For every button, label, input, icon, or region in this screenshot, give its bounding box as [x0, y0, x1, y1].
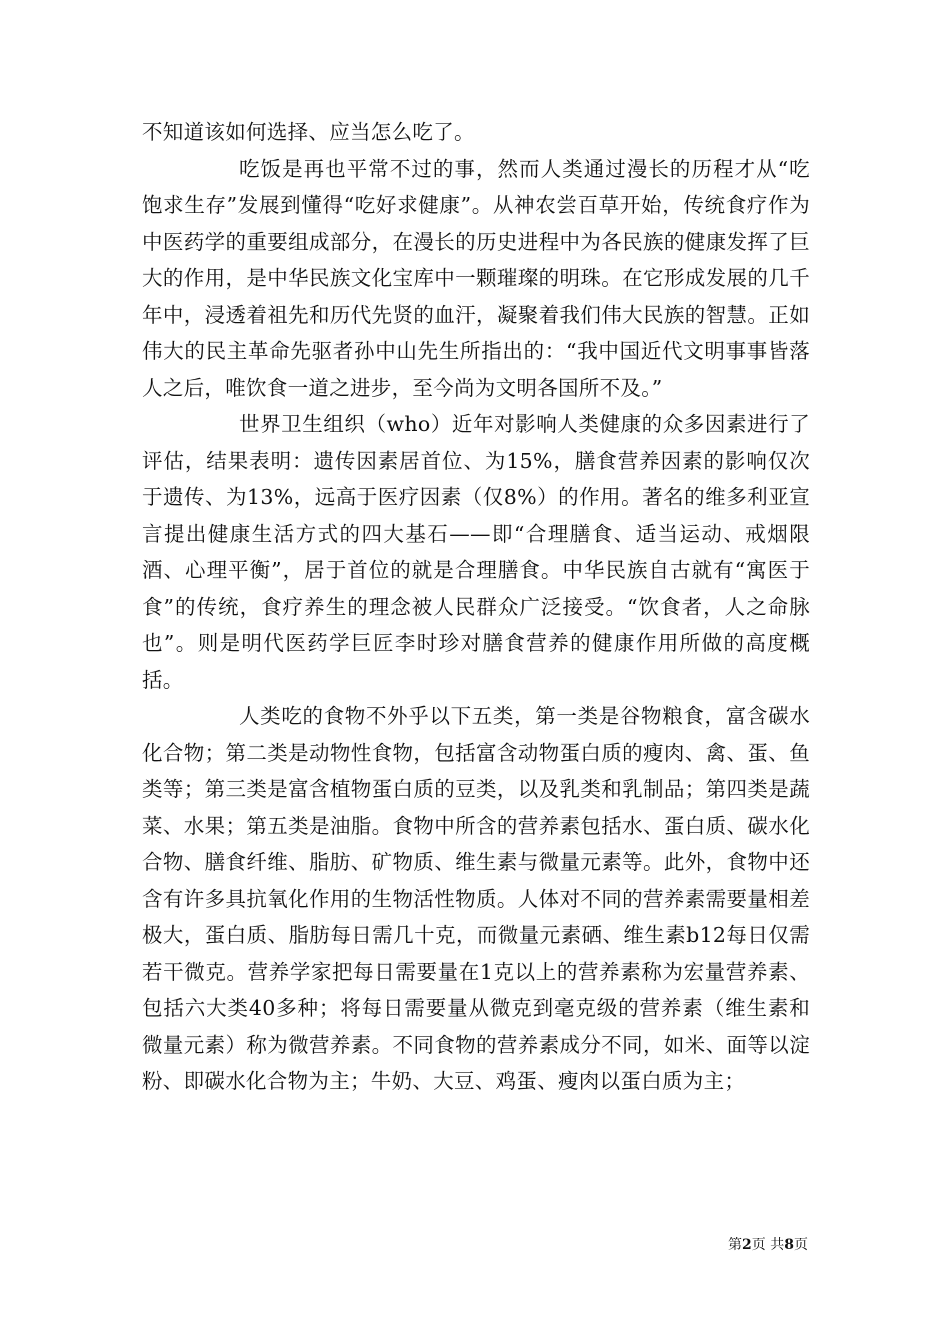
footer-suffix: 页	[794, 1237, 808, 1253]
paragraph-4: 人类吃的食物不外乎以下五类，第一类是谷物粮食，富含碳水化合物；第二类是动物性食物，包括富含动物蛋白质的瘦肉、禽、蛋、鱼类等；第三类是富含植物蛋白质的豆类，以及乳类和乳制品；第四类是蔬菜、水果；第五类是油脂。食物中所含的营养素包括水、蛋白质、碳水化合物、膳食纤维、脂肪、矿物质、维生素与微量元素等。此外，食物中还含有许多具抗氧化作用的生物活性物质。人体对不同的营养素需要量相差极大，蛋白质、脂肪每日需几十克，而微量元素硒、维生素b12每日仅需若干微克。营养学家把每日需要量在1克以上的营养素称为宏量营养素、包括六大类40多种；将每日需要量从微克到毫克级的营养素（维生素和微量元素）称为微营养素。不同食物的营养素成分不同，如米、面等以淀粉、即碳水化合物为主；牛奶、大豆、鸡蛋、瘦肉以蛋白质为主；	[142, 704, 810, 1093]
page-number-footer	[728, 1236, 808, 1254]
footer-middle: 页 共	[751, 1237, 785, 1253]
paragraph-1: 不知道该如何选择、应当怎么吃了。	[142, 120, 475, 144]
footer-prefix: 第	[728, 1237, 743, 1253]
paragraph-3: 世界卫生组织（who）近年对影响人类健康的众多因素进行了评估，结果表明：遗传因素居首位、为15%，膳食营养因素的影响仅次于遗传、为13%，远高于医疗因素（仅8%）的作用。著名的维多利亚宣言提出健康生活方式的四大基石——即“合理膳食、适当运动、戒烟限酒、心理平衡”，居于首位的就是合理膳食。中华民族自古就有“寓医于食”的传统，食疗养生的理念被人民群众广泛接受。“饮食者，人之命脉也”。则是明代医药学巨匠李时珍对膳食营养的健康作用所做的高度概括。	[142, 412, 810, 692]
current-page-number: 2	[742, 1237, 752, 1253]
paragraph-2: 吃饭是再也平常不过的事，然而人类通过漫长的历程才从“吃饱求生存”发展到懂得“吃好求健康”。从神农尝百草开始，传统食疗作为中医药学的重要组成部分，在漫长的历史进程中为各民族的健康发挥了巨大的作用，是中华民族文化宝库中一颗璀璨的明珠。在它形成发展的几千年中，浸透着祖先和历代先贤的血汗，凝聚着我们伟大民族的智慧。正如伟大的民主革命先驱者孙中山先生所指出的：“我中国近代文明事事皆落人之后，唯饮食一道之进步，至今尚为文明各国所不及。”	[142, 156, 810, 400]
total-page-number: 8	[784, 1237, 794, 1253]
document-body	[142, 114, 810, 1100]
